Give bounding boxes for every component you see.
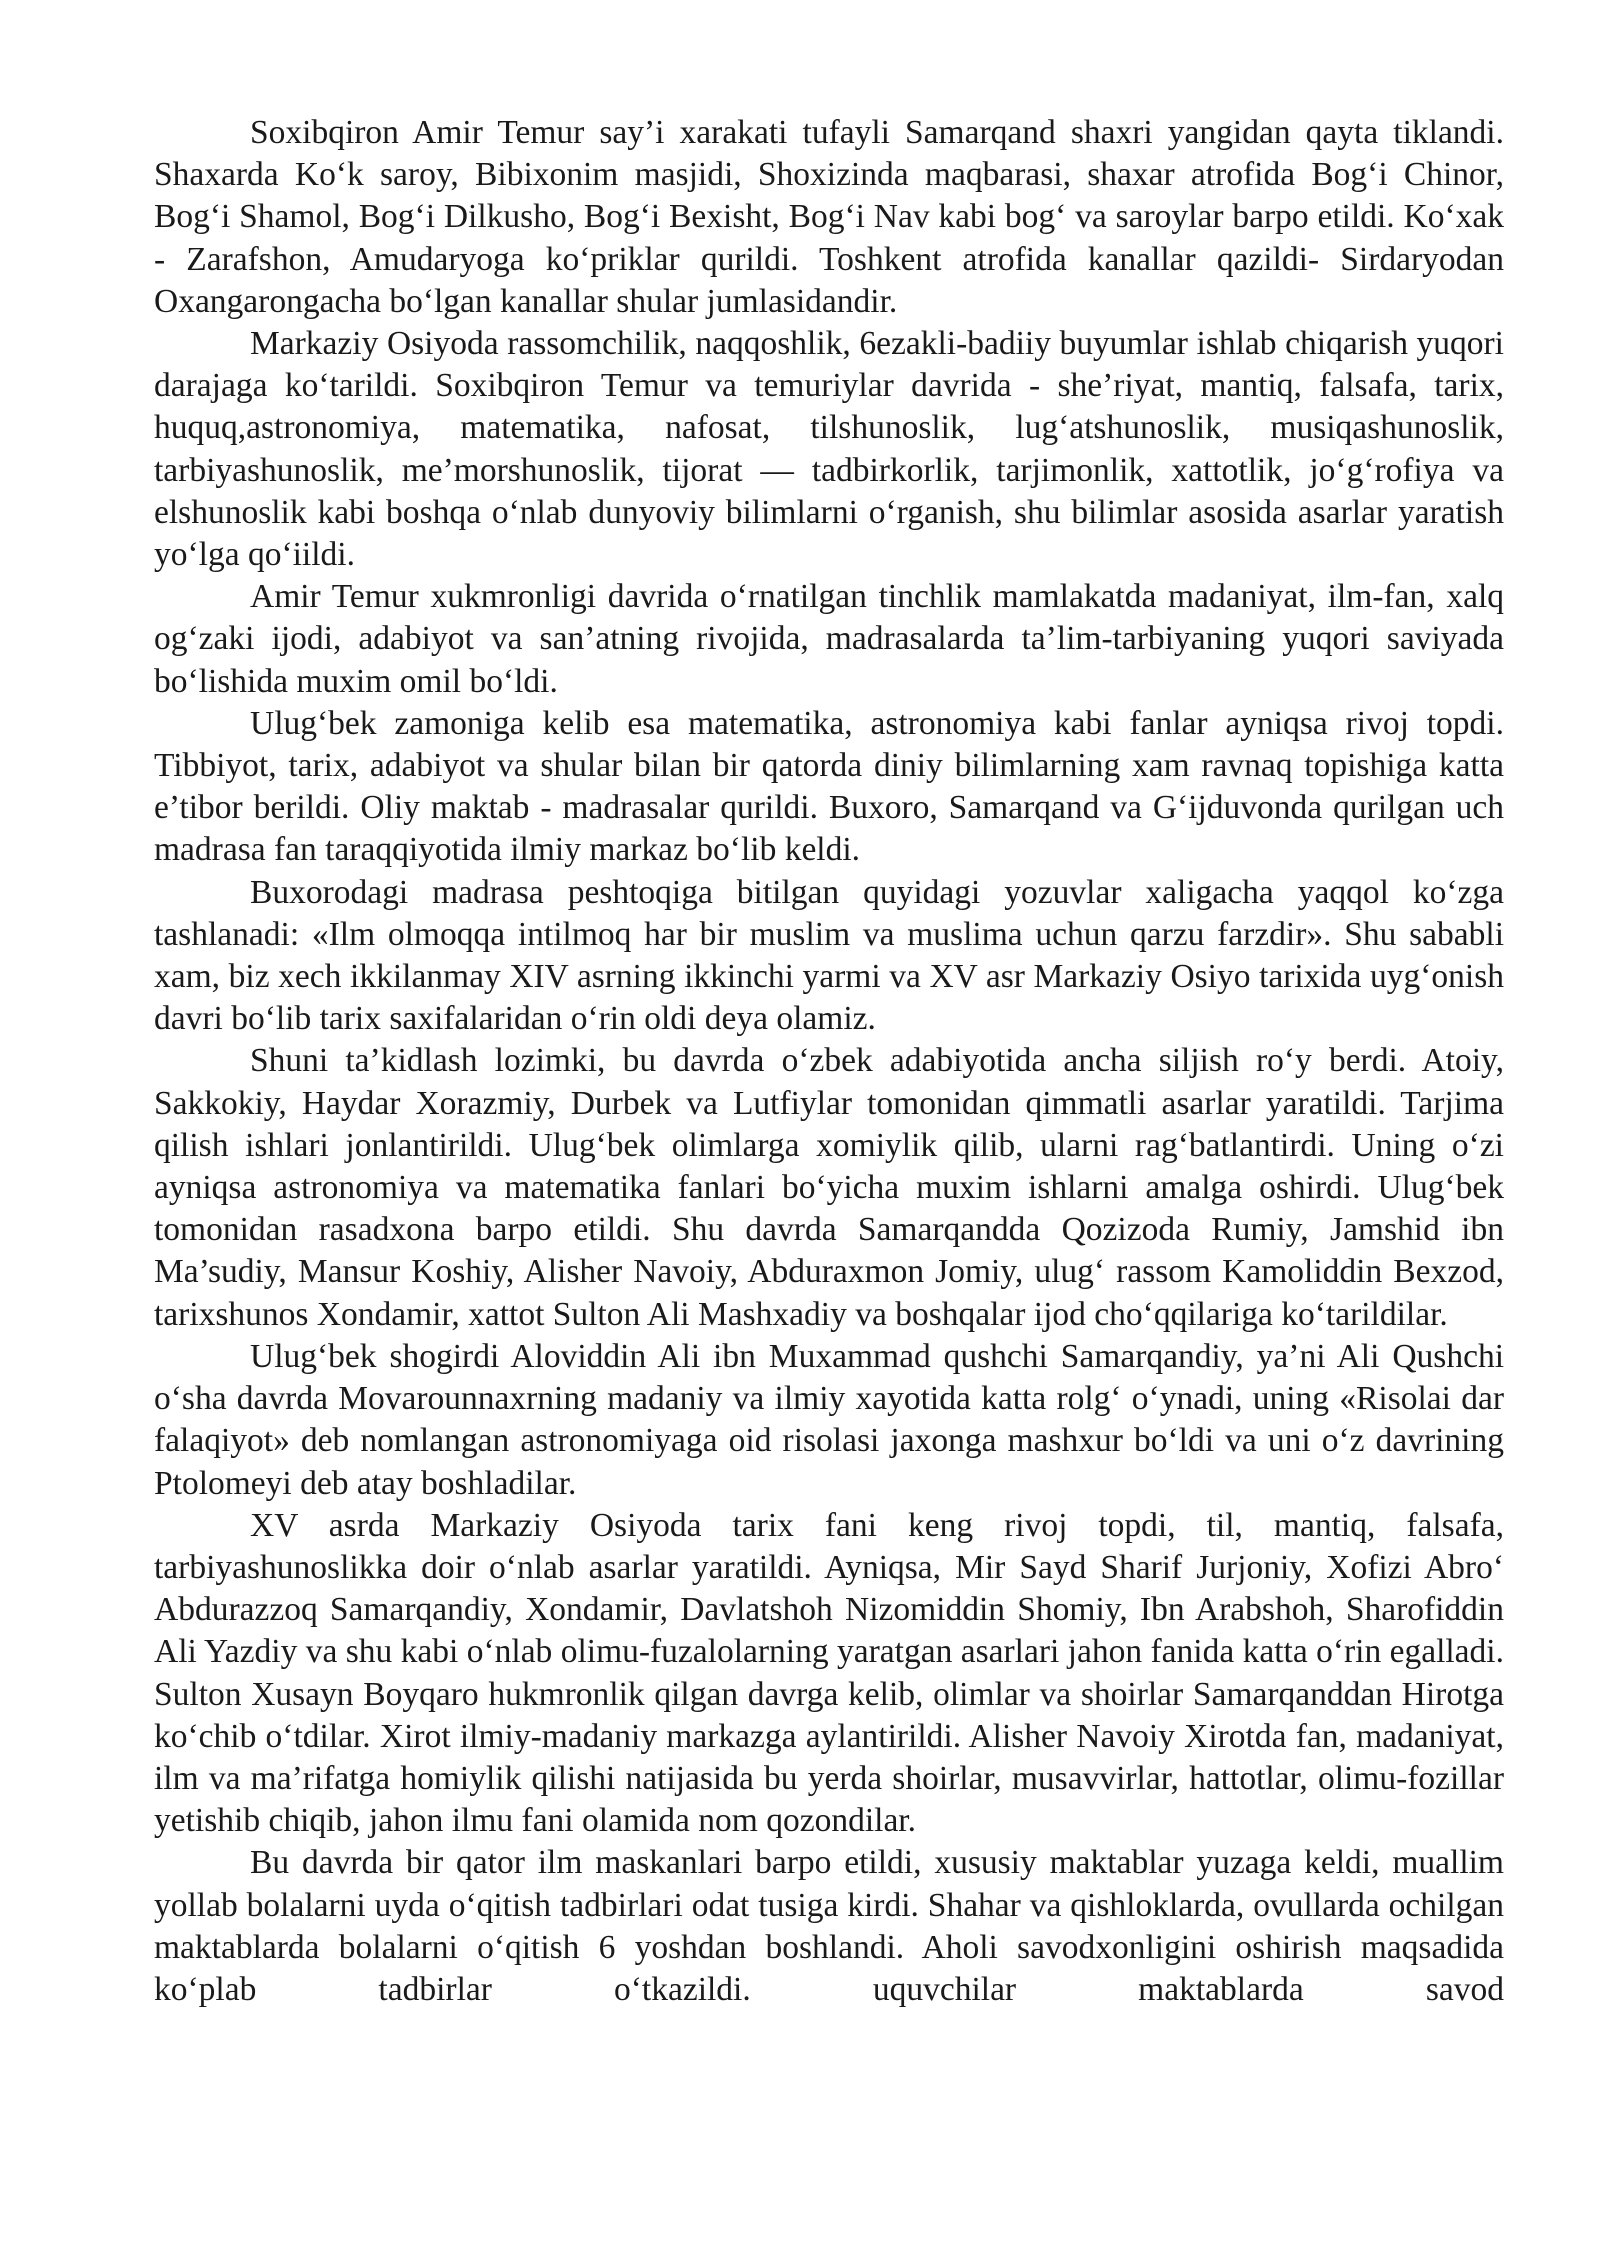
paragraph-1: Soxibqiron Amir Temur say’i xarakati tufayli Samarqand shaxri yangidan qayta tiklandi. Shaxarda Ko‘k saroy, Bibixonim masjidi, Shoxizinda maqbarasi, shaxar atrofida Bog‘i Chinor, Bog‘i Shamol, Bog‘i Dilkusho, Bog‘i Bexisht, Bog‘i Nav kabi bog‘ va saroylar barpo etildi. Ko‘xak - Zarafshon, Amudaryoga ko‘priklar qurildi. Toshkent atrofida kanallar qazildi- Sirdaryodan Oxangarongacha bo‘lgan kanallar shular jumlasidandir. (154, 114, 1504, 320)
paragraph-4: Ulug‘bek zamoniga kelib esa matematika, astronomiya kabi fanlar ayniqsa rivoj topdi. Tibbiyot, tarix, adabiyot va shular bilan bir qatorda diniy bilimlarning xam ravnaq topishiga katta e’tibor berildi. Oliy maktab - madrasalar qurildi. Buxoro, Samarqand va G‘ijduvonda qurilgan uch madrasa fan taraqqiyotida ilmiy markaz bo‘lib keldi. (154, 704, 1504, 869)
paragraph-9: Bu davrda bir qator ilm maskanlari barpo etildi, xususiy maktablar yuzaga keldi, muallim yollab bolalarni uyda o‘qitish tadbirlari odat tusiga kirdi. Shahar va qishloklarda, ovullarda ochilgan maktablarda bolalarni o‘qitish 6 yoshdan boshlandi. Aholi savodxonligini oshirish maqsadida ko‘plab tadbirlar o‘tkazildi. uquvchilar maktablarda savod (154, 1844, 1504, 2008)
paragraph-7: Ulug‘bek shogirdi Aloviddin Ali ibn Muxammad qushchi Samarqandiy, ya’ni Ali Qushchi o‘sha davrda Movarounnaxrning madaniy va ilmiy xayotida katta rolg‘ o‘ynadi, uning «Risolai dar falaqiyot» deb nomlangan astronomiyaga oid risolasi jaxonga mashxur bo‘ldi va uni o‘z davrining Ptolomeyi deb atay boshladilar. (154, 1337, 1504, 1502)
paragraph-8: XV asrda Markaziy Osiyoda tarix fani keng rivoj topdi, til, mantiq, falsafa, tarbiyashunoslikka doir o‘nlab asarlar yaratildi. Ayniqsa, Mir Sayd Sharif Jurjoniy, Xofizi Abro‘ Abdurazzoq Samarqandiy, Xondamir, Davlatshoh Nizomiddin Shomiy, Ibn Arabshoh, Sharofiddin Ali Yazdiy va shu kabi o‘nlab olimu-fuzalolarning yaratgan asarlari jahon fanida katta o‘rin egalladi. Sulton Xusayn Boyqaro hukmronlik qilgan davrga kelib, olimlar va shoirlar Samarqanddan Hirotga ko‘chib o‘tdilar. Xirot ilmiy-madaniy markazga aylantirildi. Alisher Navoiy Xirotda fan, madaniyat, ilm va ma’rifatga homiylik qilishi natijasida bu yerda shoirlar, musavvirlar, hattotlar, olimu-fozillar yetishib chiqib, jahon ilmu fani olamida nom qozondilar. (154, 1506, 1504, 1840)
paragraph-6: Shuni ta’kidlash lozimki, bu davrda o‘zbek adabiyotida ancha siljish ro‘y berdi. Atoiy, Sakkokiy, Haydar Xorazmiy, Durbek va Lutfiylar tomonidan qimmatli asarlar yaratildi. Tarjima qilish ishlari jonlantirildi. Ulug‘bek olimlarga xomiylik qilib, ularni rag‘batlantirdi. Uning o‘zi ayniqsa astronomiya va matematika fanlari bo‘yicha muxim ishlarni amalga oshirdi. Ulug‘bek tomonidan rasadxona barpo etildi. Shu davrda Samarqandda Qozizoda Rumiy, Jamshid ibn Ma’sudiy, Mansur Koshiy, Alisher Navoiy, Abduraxmon Jomiy, ulug‘ rassom Kamoliddin Bexzod, tarixshunos Xondamir, xattot Sulton Ali Mashxadiy va boshqalar ijod cho‘qqilariga ko‘tarildilar. (154, 1042, 1504, 1333)
paragraph-2: Markaziy Osiyoda rassomchilik, naqqoshlik, 6ezakli-badiiy buyumlar ishlab chiqarish yuqori darajaga ko‘tarildi. Soxibqiron Temur va temuriylar davrida - she’riyat, mantiq, falsafa, tarix, huquq,astronomiya, matematika, nafosat, tilshunoslik, lug‘atshunoslik, musiqashunoslik, tarbiyashunoslik, me’morshunoslik, tijorat — tadbirkorlik, tarjimonlik, xattotlik, jo‘g‘rofiya va elshunoslik kabi boshqa o‘nlab dunyoviy bilimlarni o‘rganish, shu bilimlar asosida asarlar yaratish yo‘lga qo‘iildi. (154, 325, 1504, 574)
paragraph-5: Buxorodagi madrasa peshtoqiga bitilgan quyidagi yozuvlar xaligacha yaqqol ko‘zga tashlanadi: «Ilm olmoqqa intilmoq har bir muslim va muslima uchun qarzu farzdir». Shu sababli xam, biz xech ikkilanmay XIV asrning ikkinchi yarmi va XV asr Markaziy Osiyo tarixida uyg‘onish davri bo‘lib tarix saxifalaridan o‘rin oldi deya olamiz. (154, 873, 1504, 1038)
document-page (154, 112, 1504, 2011)
paragraph-3: Amir Temur xukmronligi davrida o‘rnatilgan tinchlik mamlakatda madaniyat, ilm-fan, xalq og‘zaki ijodi, adabiyot va san’atning rivojida, madrasalarda ta’lim-tarbiyaning yuqori saviyada bo‘lishida muxim omil bo‘ldi. (154, 578, 1504, 700)
